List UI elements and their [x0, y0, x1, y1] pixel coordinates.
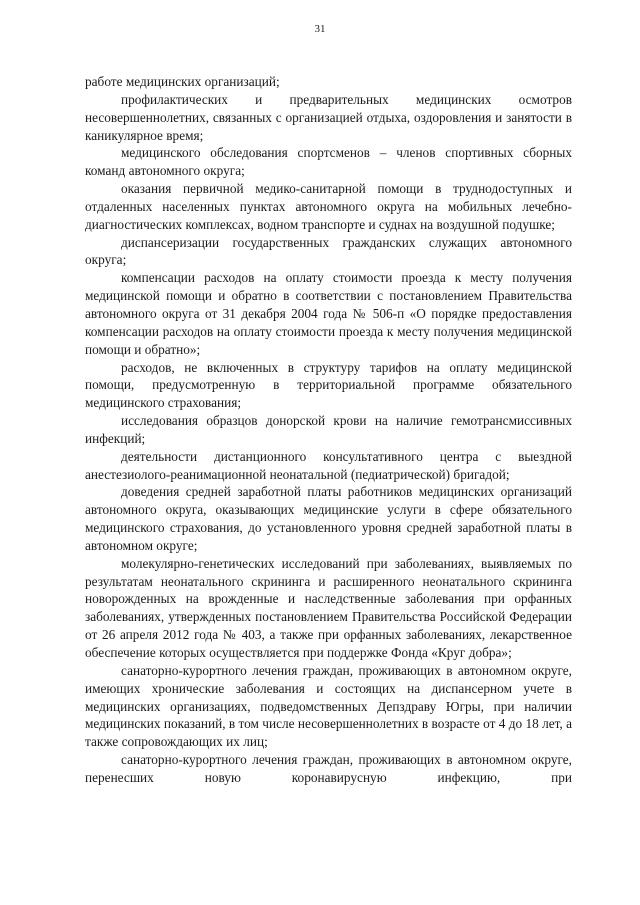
document-body [85, 73, 572, 787]
paragraph-donor-blood: исследования образцов донорской крови на наличие гемотрансмиссивных инфекций; [85, 413, 572, 446]
paragraph-excluded-expenses: расходов, не включенных в структуру тарифов на оплату медицинской помощи, предусмотренную в территориальной программе обязательного медицинского страхования; [85, 359, 572, 411]
paragraph-athletes-exam: медицинского обследования спортсменов – членов спортивных сборных команд автономного округа; [85, 145, 572, 179]
paragraph-sanatorium-chronic: санаторно-курортного лечения граждан, проживающих в автономном округе, имеющих хронические заболевания и состоящих на диспансерном учете в медицинских организациях, подведомственных Депздраву Югры, при наличии медицинских показаний, в том числе несовершеннолетних в возрасте от 4 до 18 лет, а также сопровождающих их лиц; [85, 662, 572, 750]
paragraph-genetic-research: молекулярно-генетических исследований при заболеваниях, выявляемых по результатам неонатального скрининга и расширенного неонатального скрининга новорожденных на врожденные и наследственные заболевания при орфанных заболеваниях, утвержденных постановлением Правительства Российской Федерации от 26 апреля 2012 года № 403, а также при орфанных заболеваниях, лекарственное обеспечение которых осуществляется при поддержке Фонда «Круг добра»; [85, 555, 572, 660]
paragraph-travel-compensation: компенсации расходов на оплату стоимости проезда к месту получения медицинской помощи и обратно в соответствии с постановлением Правительства автономного округа от 31 декабря 2004 года № 506-п «О порядке предоставления компенсации расходов на оплату стоимости проезда к месту получения медицинской помощи и обратно»; [85, 270, 572, 357]
paragraph-salary: доведения средней заработной платы работников медицинских организаций автономного округа, оказывающих медицинские услуги в сфере обязательного медицинского страхования, до установленного уровня средней заработной платы в автономном округе; [85, 484, 572, 553]
paragraph-primary-care: оказания первичной медико-санитарной помощи в труднодоступных и отдаленных населенных пунктах автономного округа на мобильных лечебно-диагностических комплексах, водном транспорте и суднах на воздушной подушке; [85, 181, 572, 232]
paragraph-consultative-center: деятельности дистанционного консультативного центра с выездной анестезиолого-реанимационной неонатальной (педиатрической) бригадой; [85, 448, 572, 482]
paragraph-civil-servants: диспансеризации государственных гражданских служащих автономного округа; [85, 234, 572, 268]
page-number: 31 [314, 23, 326, 35]
paragraph-sanatorium-covid: санаторно-курортного лечения граждан, проживающих в автономном округе, перенесших новую коронавирусную инфекцию, при [85, 752, 572, 785]
paragraph-preventive-exams: профилактических и предварительных медицинских осмотров несовершеннолетних, связанных с организацией отдыха, оздоровления и занятости в каникулярное время; [85, 91, 572, 143]
paragraph-continuation: работе медицинских организаций; [85, 74, 280, 89]
